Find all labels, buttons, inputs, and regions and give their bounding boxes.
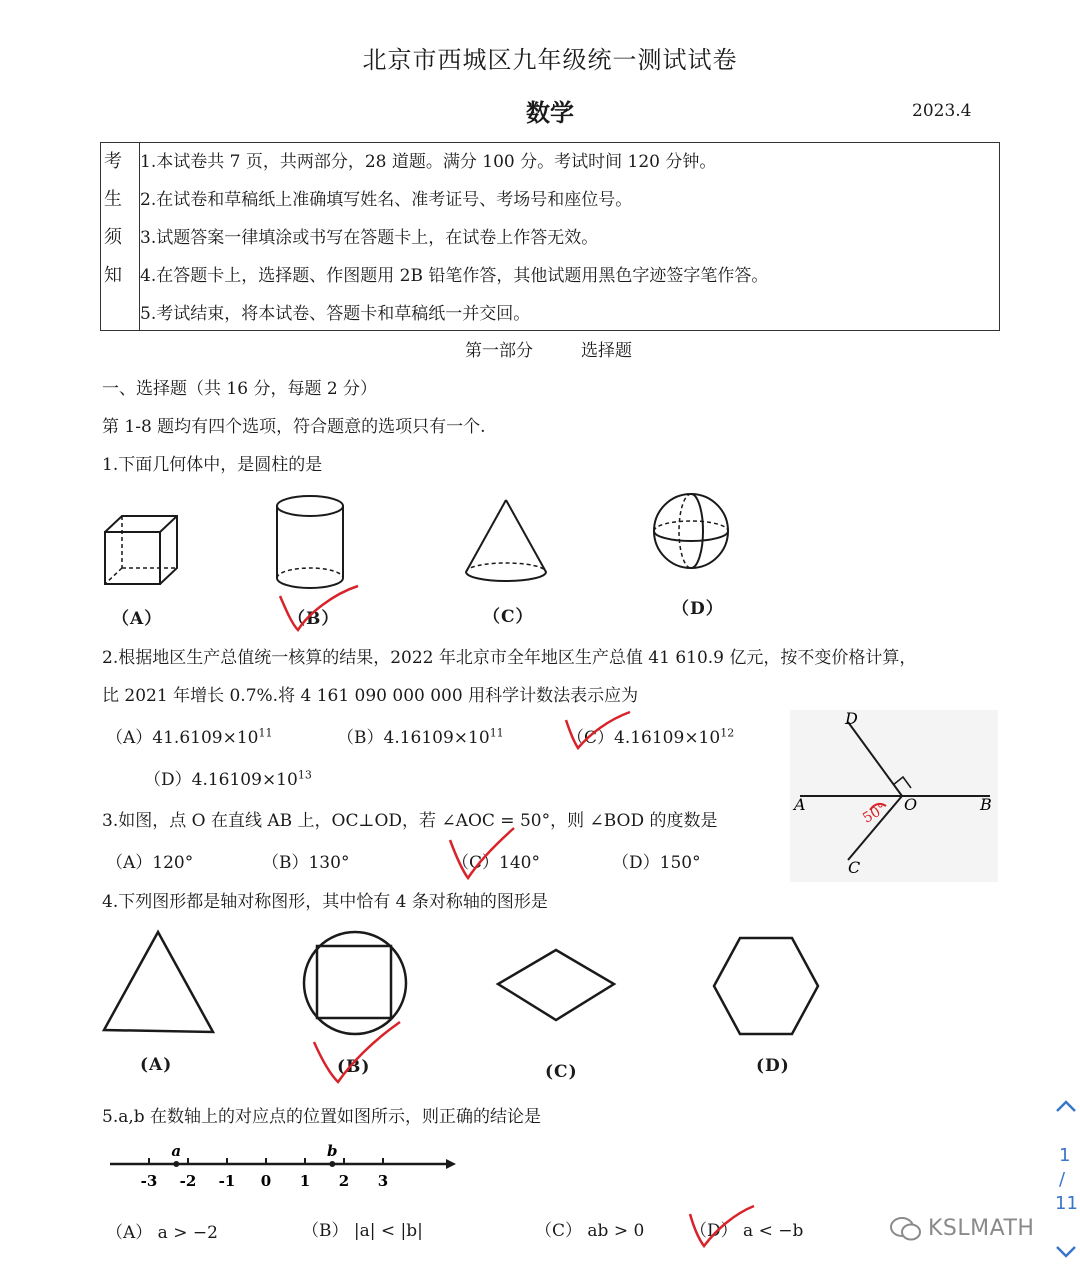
q2-option-b: [337, 723, 504, 748]
option-exponent: 13: [297, 768, 312, 782]
q4-label-c: (C): [545, 1062, 578, 1082]
number-line-point-label-b: b: [327, 1142, 338, 1160]
number-line-tick-label: -2: [179, 1172, 197, 1190]
subject-title: 数学: [526, 98, 574, 127]
q4-label-a: (A): [140, 1055, 173, 1075]
figure-label-o: O: [904, 795, 918, 814]
option-label: （B）: [337, 728, 384, 748]
q1-label-d: （D）: [672, 599, 724, 619]
q3-option-d: （D）150°: [612, 853, 701, 873]
check-mark-icon: [688, 1204, 758, 1250]
notice-side-char: 考: [104, 151, 122, 172]
cylinder-figure: [270, 492, 350, 592]
check-mark-icon: [564, 710, 636, 754]
page-current: 1: [1059, 1145, 1071, 1166]
watermark-text: KSLMATH: [928, 1216, 1035, 1241]
option-base: 4.16109×10: [614, 728, 721, 748]
angle-annotation: 50°: [860, 800, 890, 827]
number-line-arrow: [446, 1159, 456, 1169]
part-label: 第一部分: [465, 341, 533, 361]
figure-label-a: A: [794, 795, 806, 814]
check-mark-icon: [448, 826, 518, 882]
number-line: [100, 1138, 460, 1198]
triangle-figure: [100, 926, 218, 1038]
exam-title: 北京市西城区九年级统一测试试卷: [362, 46, 738, 74]
q2-stem-line2: 比 2021 年增长 0.7%.将 4 161 090 000 000 用科学计数法表示应为: [102, 686, 639, 706]
cube-figure: [100, 510, 190, 590]
option-label: （D）: [144, 770, 192, 790]
check-mark-icon: [312, 1020, 404, 1086]
option-base: 4.16109×10: [383, 728, 490, 748]
notice-item: 2.在试卷和草稿纸上准确填写姓名、准考证号、考场号和座位号。: [140, 190, 633, 210]
notice-side-char: 须: [104, 227, 122, 248]
angle-figure: [790, 710, 998, 882]
q3-option-b: （B）130°: [262, 853, 350, 873]
notice-side-char: 生: [104, 189, 122, 210]
q2-option-a: [106, 723, 272, 748]
q3-stem: 3.如图，点 O 在直线 AB 上，OC⊥OD，若 ∠AOC = 50°，则 ∠BOD 的度数是: [102, 811, 718, 831]
number-line-point-a: [173, 1161, 179, 1167]
chevron-down-icon[interactable]: [1054, 1244, 1078, 1260]
page-total: 11: [1055, 1193, 1078, 1214]
option-base: 41.6109×10: [152, 728, 259, 748]
q3-option-c: （C）140°: [452, 853, 540, 873]
number-line-tick-label: 1: [299, 1172, 311, 1190]
hexagon-figure: [710, 934, 822, 1040]
number-line-tick-label: 0: [260, 1172, 272, 1190]
section-instruction: 第 1-8 题均有四个选项，符合题意的选项只有一个.: [102, 417, 486, 437]
q5-option-a: （A） a > −2: [106, 1223, 218, 1243]
option-exponent: 12: [720, 726, 735, 740]
notice-side-label: [101, 143, 140, 330]
option-exponent: 11: [489, 726, 504, 740]
q5-option-d: （D） a < −b: [690, 1221, 804, 1241]
chevron-up-icon[interactable]: [1054, 1098, 1078, 1114]
option-label: （A）: [106, 728, 153, 748]
figure-label-d: D: [845, 709, 858, 728]
option-exponent: 11: [258, 726, 273, 740]
check-mark-icon: [278, 584, 368, 639]
cone-figure: [460, 496, 552, 586]
number-line-tick-label: 2: [338, 1172, 350, 1190]
candidate-notice-box: [100, 142, 1000, 331]
number-line-tick-label: -3: [140, 1172, 158, 1190]
notice-item: 3.试题答案一律填涂或书写在答题卡上，在试卷上作答无效。: [140, 228, 599, 248]
number-line-tick-label: 3: [377, 1172, 389, 1190]
page-separator: /: [1059, 1169, 1066, 1190]
option-label: （C）: [567, 728, 615, 748]
notice-item: 4.在答题卡上，选择题、作图题用 2B 铅笔作答，其他试题用黑色字迹签字笔作答。: [140, 266, 769, 286]
q5-stem: 5.a,b 在数轴上的对应点的位置如图所示，则正确的结论是: [102, 1107, 542, 1127]
notice-item: 5.考试结束，将本试卷、答题卡和草稿纸一并交回。: [140, 304, 531, 324]
figure-label-c: C: [848, 858, 861, 877]
figure-label-b: B: [980, 795, 992, 814]
q3-option-a: （A）120°: [106, 853, 194, 873]
q5-option-c: （C） ab > 0: [535, 1221, 645, 1241]
number-line-tick-label: -1: [218, 1172, 236, 1190]
part-name: 选择题: [581, 341, 632, 361]
q2-option-d: [144, 765, 312, 790]
number-line-point-label-a: a: [171, 1142, 182, 1160]
exam-date: 2023.4: [912, 101, 972, 121]
q5-option-b: （B） |a| < |b|: [302, 1221, 423, 1241]
q4-label-b: (B): [337, 1057, 371, 1077]
option-base: 4.16109×10: [191, 770, 298, 790]
section-heading: 一、选择题（共 16 分，每题 2 分）: [102, 379, 378, 399]
rhombus-figure: [494, 946, 618, 1024]
q1-stem: 1.下面几何体中，是圆柱的是: [102, 455, 323, 475]
q1-label-b: （B）: [288, 609, 340, 629]
q4-label-d: (D): [756, 1056, 790, 1076]
wechat-icon: [890, 1216, 922, 1242]
q1-label-a: （A）: [112, 609, 163, 629]
notice-item: 1.本试卷共 7 页，共两部分，28 道题。满分 100 分。考试时间 120 分钟。: [140, 152, 717, 172]
q2-stem-line1: 2.根据地区生产总值统一核算的结果，2022 年北京市全年地区生产总值 41 610.9 亿元，按不变价格计算，: [102, 648, 917, 668]
q1-label-c: （C）: [483, 607, 534, 627]
notice-side-char: 知: [104, 265, 122, 286]
q4-stem: 4.下列图形都是轴对称图形，其中恰有 4 条对称轴的图形是: [102, 892, 548, 912]
sphere-figure: [650, 488, 734, 576]
number-line-point-b: [329, 1161, 335, 1167]
